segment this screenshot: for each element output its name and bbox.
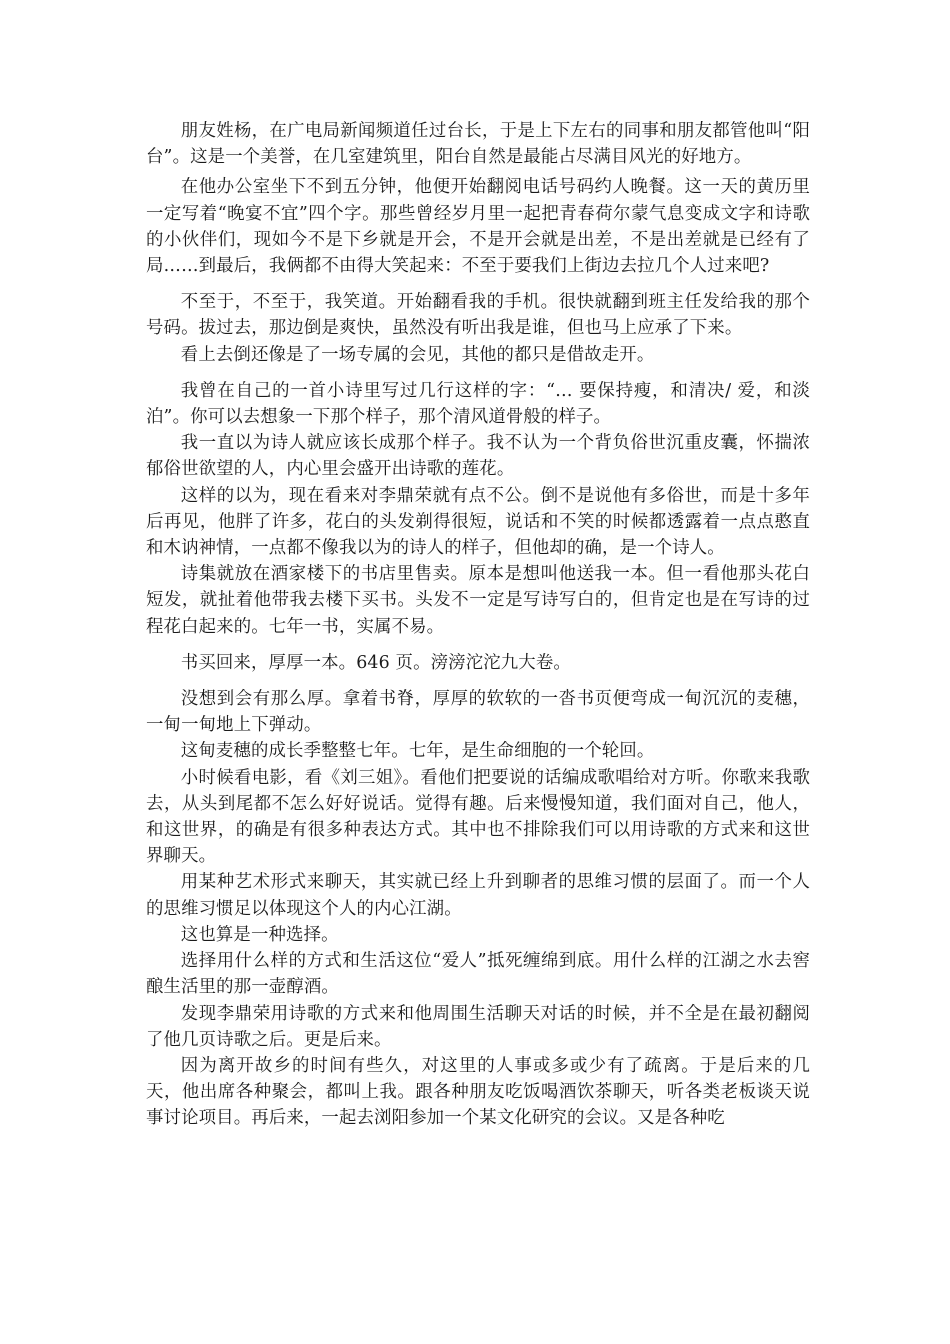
paragraph-yangtai: 朋友姓杨，在广电局新闻频道任过台长，于是上下左右的同事和朋友都管他叫“阳台”。这是一个美誉，在几室建筑里，阳台自然是最能占尽满目风光的好地方。 — [146, 121, 810, 168]
paragraph-hometown: 因为离开故乡的时间有些久，对这里的人事或多或少有了疏离。于是后来的几天，他出席各种聚会，都叫上我。跟各种朋友吃饭喝酒饮茶聊天，听各类老板谈天说事讨论项目。再后来，一起去浏阳参加一个某文化研究的会议。又是各种吃 — [146, 1055, 810, 1129]
paragraph-poem-quote: 我曾在自己的一首小诗里写过几行这样的字：“… 要保持瘦，和清决/ 爱，和淡泊”。你可以去想象一下那个样子，那个清风道骨般的样子。 — [146, 380, 810, 428]
paragraph-liu-sanjie: 小时候看电影，看《刘三姐》。看他们把要说的话编成歌唱给对方听。你歌来我歌去，从头到尾都不怎么好好说话。觉得有趣。后来慢慢知道，我们面对自己，他人，和这世界，的确是有很多种表达方式。其中也不排除我们可以用诗歌的方式来和这世界聊天。 — [146, 767, 810, 867]
document-body — [146, 118, 810, 1132]
paragraph-wheat: 没想到会有那么厚。拿着书脊，厚厚的软软的一沓书页便弯成一甸沉沉的麦穗，一甸一甸地上下弹动。 — [146, 689, 810, 736]
paragraph-poet-image: 我一直以为诗人就应该长成那个样子。我不认为一个背负俗世沉重皮囊，怀揣浓郁俗世欲望的人，内心里会盛开出诗歌的莲花。 — [146, 433, 810, 480]
paragraph-bookstore: 诗集就放在酒家楼下的书店里售卖。原本是想叫他送我一本。但一看他那头花白短发，就扯着他带我去楼下买书。头发不一定是写诗写白的，但肯定也是在写诗的过程花白起来的。七年一书，实属不易。 — [146, 564, 810, 637]
paragraph-choice: 这也算是一种选择。 — [180, 924, 339, 945]
paragraph-discovery: 发现李鼎荣用诗歌的方式来和他周围生活聊天对话的时候，并不全是在最初翻阅了他几页诗歌之后。更是后来。 — [146, 1003, 810, 1050]
paragraph-phone-call: 不至于，不至于，我笑道。开始翻看我的手机。很快就翻到班主任发给我的那个号码。拔过去，那边倒是爽快，虽然没有听出我是谁，但也马上应承了下来。 — [146, 292, 810, 339]
paragraph-meeting: 看上去倒还像是了一场专属的会见，其他的都只是借故走开。 — [180, 344, 655, 365]
paragraph-seven-years: 这甸麦穗的成长季整整七年。七年，是生命细胞的一个轮回。 — [180, 741, 655, 762]
paragraph-art-form: 用某种艺术形式来聊天，其实就已经上升到聊者的思维习惯的层面了。而一个人的思维习惯足以体现这个人的内心江湖。 — [146, 872, 810, 919]
paragraph-li-dingrong: 这样的以为，现在看来对李鼎荣就有点不公。倒不是说他有多俗世，而是十多年后再见，他胖了许多，花白的头发剃得很短，说话和不笑的时候都透露着一点点憨直和木讷神情，一点都不像我以为的诗人的样子，但他却的确，是一个诗人。 — [146, 485, 810, 559]
paragraph-book-size: 书买回来，厚厚一本。646 页。滂滂沱沱九大卷。 — [180, 652, 571, 673]
paragraph-dinner-invite: 在他办公室坐下不到五分钟，他便开始翻阅电话号码约人晚餐。这一天的黄历里一定写着“晚宴不宜”四个字。那些曾经岁月里一起把青春荷尔蒙气息变成文字和诗歌的小伙伴们，现如今不是下乡就是开会，不是开会就是出差，不是出差就是已经有了局……到最后，我俩都不由得大笑起来：不至于要我们上街边去拉几个人过来吧? — [146, 177, 810, 277]
paragraph-lover: 选择用什么样的方式和生活这位“爱人”抵死缠绵到底。用什么样的江湖之水去窖酿生活里的那一壶醇酒。 — [146, 951, 810, 998]
